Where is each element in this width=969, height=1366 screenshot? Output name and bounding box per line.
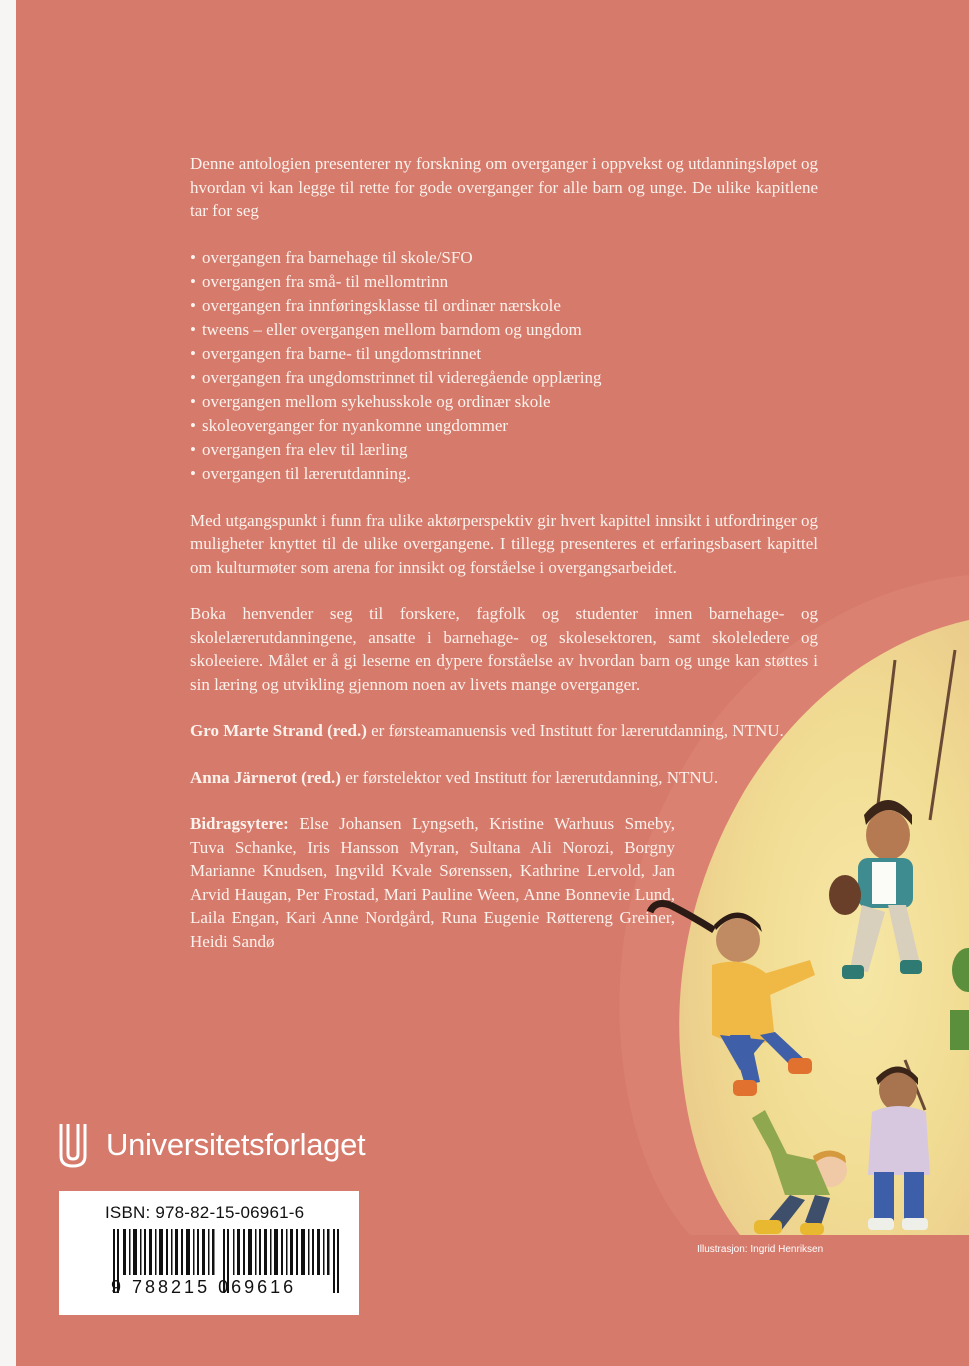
barcode-number: 9 788215 069616 bbox=[111, 1277, 297, 1297]
illustration-credit: Illustrasjon: Ingrid Henriksen bbox=[697, 1244, 824, 1255]
u-logo-icon bbox=[58, 1122, 88, 1168]
list-item: • overgangen mellom sykehusskole og ordinær skole bbox=[190, 390, 818, 414]
chapter-topic-list bbox=[190, 246, 818, 486]
editor-description: er førsteamanuensis ved Institutt for lærerutdanning, NTNU. bbox=[366, 721, 784, 740]
editor-name: Anna Järnerot (red.) bbox=[190, 767, 341, 787]
list-item: • overgangen fra barne- til ungdomstrinnet bbox=[190, 342, 818, 366]
insight-paragraph: Med utgangspunkt i funn fra ulike aktørperspektiv gir hvert kapittel innsikt i utfordringer og muligheter knyttet til de ulike overgangene. I tillegg presenteres et erfaringsbasert kapittel om kulturmøter som arena for innsikt og forståelse i overgangsarbeidet. bbox=[190, 510, 818, 577]
editor-bio-strand bbox=[190, 719, 790, 743]
list-item: • skoleoverganger for nyankomne ungdommer bbox=[190, 414, 818, 438]
list-item: • tweens – eller overgangen mellom barndom og ungdom bbox=[190, 318, 818, 342]
contributors-names: Else Johansen Lyngseth, Kristine Warhuus Smeby, Tuva Schanke, Iris Hansson Myran, Sultana Ali Norozi, Borgny Marianne Knudsen, Ingvild Kvale Sørenssen, Kathrine Lervold, Jan Arvid Haugan, Per Frostad, Mari Pauline Ween, Anne Bonnevie Lund, Laila Engan, Kari Anne Nordgård, Runa Eugenie Røttereng Greiner, Heidi Sandø bbox=[190, 814, 675, 951]
list-item: • overgangen fra ungdomstrinnet til videregående opplæring bbox=[190, 366, 818, 390]
editor-bio-jarnerot bbox=[190, 766, 790, 790]
list-item: • overgangen til lærerutdanning. bbox=[190, 462, 818, 486]
list-item: • overgangen fra innføringsklasse til ordinær nærskole bbox=[190, 294, 818, 318]
back-cover-text bbox=[190, 152, 818, 953]
contributors-paragraph bbox=[190, 812, 675, 953]
publisher-brand bbox=[58, 1120, 365, 1170]
editor-description: er førstelektor ved Institutt for lærerutdanning, NTNU. bbox=[340, 767, 719, 787]
contributors-label: Bidragsytere: bbox=[190, 814, 289, 833]
list-item: • overgangen fra barnehage til skole/SFO bbox=[190, 246, 818, 270]
list-item: • overgangen fra små- til mellomtrinn bbox=[190, 270, 818, 294]
isbn-barcode-box bbox=[59, 1191, 359, 1315]
editor-name: Gro Marte Strand (red.) bbox=[190, 721, 367, 740]
list-item: • overgangen fra elev til lærling bbox=[190, 438, 818, 462]
isbn-label: ISBN: 978-82-15-06961-6 bbox=[105, 1203, 305, 1222]
intro-paragraph: Denne antologien presenterer ny forskning om overganger i oppvekst og utdanningsløpet og hvordan vi kan legge til rette for gode overganger for alle barn og unge. De ulike kapitlene tar for seg bbox=[190, 154, 818, 220]
audience-paragraph: Boka henvender seg til forskere, fagfolk og studenter innen barnehage- og skolelærerutdanningene, ansatte i barnehage- og skolesektoren, samt skoleledere og skoleeiere. Målet er å gi leserne en dypere forståelse av hvordan barn og unge kan støttes i sin læring og utvikling gjennom noen av livets mange overganger. bbox=[190, 604, 818, 694]
publisher-name: Universitetsforlaget bbox=[106, 1127, 366, 1162]
